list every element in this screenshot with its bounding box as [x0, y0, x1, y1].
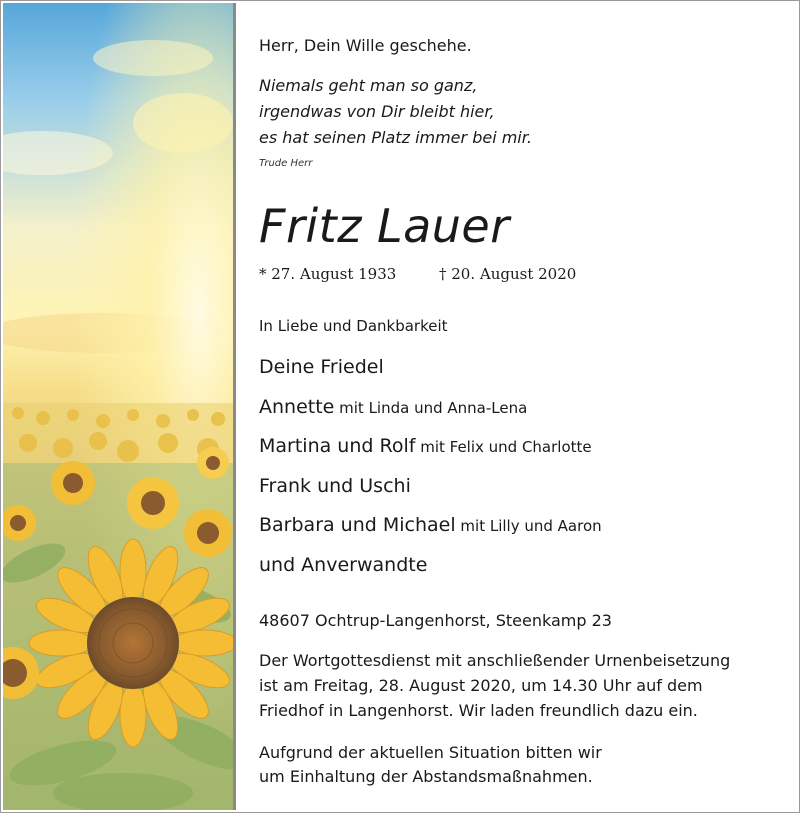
member-name: Frank und Uschi	[259, 475, 411, 497]
member-name: und Anverwandte	[259, 554, 428, 576]
family-member	[259, 554, 427, 576]
life-dates	[259, 265, 619, 283]
poem-line-1: Niemals geht man so ganz,	[259, 76, 478, 95]
family-member	[259, 475, 411, 497]
member-children: mit Lilly und Aaron	[455, 517, 602, 535]
sunflower-field-image	[3, 3, 233, 810]
member-name: Martina und Rolf	[259, 435, 416, 457]
service-line-3: Friedhof in Langenhorst. Wir laden freundlich dazu ein.	[259, 701, 698, 720]
birth-date: * 27. August 1933	[259, 265, 397, 283]
family-member	[259, 356, 384, 378]
poem-line-2: irgendwas von Dir bleibt hier,	[259, 102, 495, 121]
service-line-2: ist am Freitag, 28. August 2020, um 14.30 Uhr auf dem	[259, 676, 703, 695]
family-member	[259, 514, 602, 536]
member-name: Annette	[259, 396, 335, 418]
quote-heading: Herr, Dein Wille geschehe.	[259, 36, 472, 55]
deceased-name: Fritz Lauer	[259, 199, 510, 253]
member-children: mit Linda und Anna-Lena	[334, 399, 528, 417]
member-name: Deine Friedel	[259, 356, 384, 378]
member-children: mit Felix und Charlotte	[415, 438, 592, 456]
family-intro: In Liebe und Dankbarkeit	[259, 317, 448, 335]
sunflower-illustration	[3, 3, 233, 810]
death-date: † 20. August 2020	[439, 265, 577, 283]
family-member	[259, 396, 527, 418]
vertical-divider	[233, 3, 236, 810]
poem-line-3: es hat seinen Platz immer bei mir.	[259, 128, 532, 147]
family-member	[259, 435, 592, 457]
poem-author: Trude Herr	[259, 158, 313, 169]
member-name: Barbara und Michael	[259, 514, 456, 536]
notice-line-1: Aufgrund der aktuellen Situation bitten wir	[259, 743, 602, 762]
service-line-1: Der Wortgottesdienst mit anschließender Urnenbeisetzung	[259, 651, 731, 670]
address: 48607 Ochtrup-Langenhorst, Steenkamp 23	[259, 611, 612, 630]
notice-line-2: um Einhaltung der Abstandsmaßnahmen.	[259, 767, 593, 786]
